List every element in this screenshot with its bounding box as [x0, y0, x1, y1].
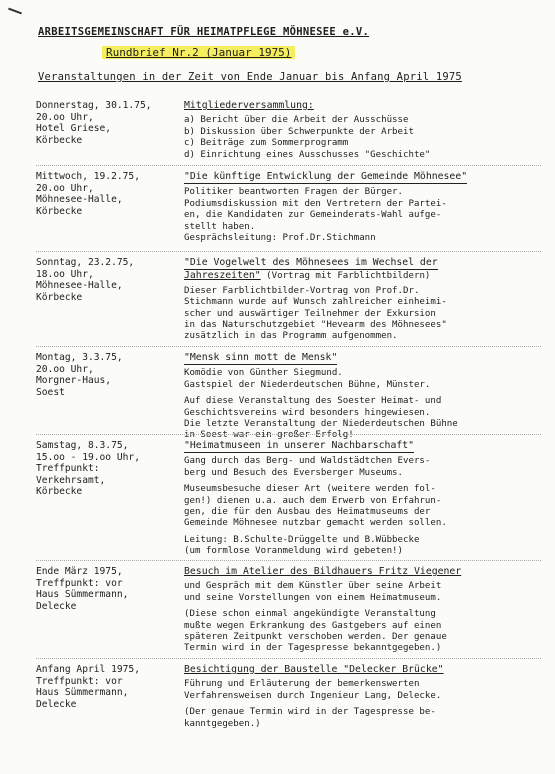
newsletter-title: Rundbrief Nr.2 (Januar 1975)	[102, 46, 295, 59]
event-info-line: Anfang April 1975,	[36, 664, 140, 675]
event-info-line: 20.oo Uhr,	[36, 111, 94, 123]
event-title: "Die künftige Entwicklung der Gemeinde Möhnesee"	[184, 171, 467, 184]
event-description-line: Gastspiel der Niederdeutschen Bühne, Münster.	[184, 379, 431, 390]
event-description-line: (Der genaue Termin wird in der Tagespresse be-	[184, 707, 436, 718]
event-info-line: Mittwoch, 19.2.75,	[36, 171, 140, 182]
event-description-line: Geschichtsvereins wird besonders hingewiesen.	[184, 407, 431, 418]
event-info-line: Delecke	[36, 698, 77, 710]
event-description-line: b) Diskussion über Schwerpunkte der Arbeit	[184, 126, 414, 137]
event-description-line: Stichmann wurde auf Wunsch zahlreicher einheimi-	[184, 297, 447, 308]
event-info-line: Montag, 3.3.75,	[36, 352, 123, 363]
event-description-line: zusätzlich in das Programm aufgenommen.	[184, 331, 398, 342]
event-description-line: und Gespräch mit dem Künstler über seine Arbeit	[184, 581, 442, 592]
event-details	[184, 440, 540, 558]
event-info-line: Samstag, 8.3.75,	[36, 440, 129, 451]
event-description-line: Museumsbesuche dieser Art (weitere werden fol-	[184, 484, 436, 495]
event-description-line: a) Bericht über die Arbeit der Ausschüsse	[184, 115, 409, 126]
event-info-line: Haus Sümmermann,	[36, 687, 129, 698]
event-description-line: Leitung: B.Schulte-Drüggelte und B.Wübbecke	[184, 534, 420, 545]
event-info-line: Sonntag, 23.2.75,	[36, 257, 135, 268]
event-title: Besichtigung der Baustelle "Delecker Brücke"	[184, 664, 444, 675]
event-info-line: 15.oo - 19.oo Uhr,	[36, 451, 140, 463]
event-info-line: Möhnesee-Halle,	[36, 194, 123, 205]
event-info-line: 18.oo Uhr,	[36, 268, 94, 280]
event-description-line: scher und auswärtiger Teilnehmer der Exkursion	[184, 308, 436, 319]
event-when-where	[36, 664, 181, 710]
event-description-line: en, die Kandidaten zur Gemeinderats-Wahl aufge-	[184, 210, 442, 221]
event-separator	[36, 434, 541, 435]
event-description-line: c) Beiträge zum Sommerprogramm	[184, 138, 349, 149]
event-info-line: Möhnesee-Halle,	[36, 280, 123, 291]
event-title: "Die Vogelwelt des Möhnesees im Wechsel der	[184, 257, 438, 270]
association-name: ARBEITSGEMEINSCHAFT FÜR HEIMATPFLEGE MÖHNESEE e.V.	[38, 26, 370, 38]
event-info-line: Treffpunkt: vor	[36, 675, 123, 687]
event-separator	[36, 165, 541, 166]
event-description-line: Komödie von Günther Siegmund.	[184, 368, 343, 379]
event-description-line: Die letzte Veranstaltung der Niederdeutschen Bühne	[184, 419, 458, 430]
event-info-line: Delecke	[36, 600, 77, 612]
event-description-line: gen, die für den Ausbau des Heimatmuseums der	[184, 507, 431, 518]
pen-mark	[8, 8, 22, 15]
event-info-line: Soest	[36, 386, 65, 398]
event-when-where	[36, 257, 181, 303]
event-info-line: Körbecke	[36, 291, 83, 303]
event-description-line: späteren Zeitpunkt verschoben werden. Der genaue	[184, 632, 447, 643]
event-details	[184, 100, 540, 161]
event-info-line: Haus Sümmermann,	[36, 589, 129, 600]
event-description-line: (um formlose Voranmeldung wird gebeten!)	[184, 546, 403, 557]
event-info-line: Treffpunkt: vor	[36, 577, 123, 589]
event-details	[184, 566, 540, 655]
event-description-line: gen!) dienen u.a. auch dem Erwerb von Erfahrun-	[184, 495, 442, 506]
event-description-line: Dieser Farblichtbilder-Vortrag von Prof.Dr.	[184, 285, 420, 296]
event-separator	[36, 346, 541, 347]
event-when-where	[36, 171, 181, 217]
event-description-line: und seine Vorstellungen von einem Heimatmuseum.	[184, 592, 442, 603]
event-details	[184, 664, 540, 730]
event-when-where	[36, 100, 181, 146]
event-description-line: berg und Besuch des Eversberger Museums.	[184, 467, 403, 478]
event-description-line: stellt haben.	[184, 221, 256, 232]
event-info-line: Donnerstag, 30.1.75,	[36, 100, 152, 111]
event-separator	[36, 251, 541, 252]
event-info-line: Körbecke	[36, 134, 83, 146]
event-info-line: Treffpunkt:	[36, 463, 100, 474]
event-info-line: Ende März 1975,	[36, 566, 123, 577]
event-description-line: Verfahrensweisen durch Ingenieur Lang, Delecke.	[184, 690, 442, 701]
event-title-continued: Jahreszeiten"	[184, 270, 261, 282]
event-when-where	[36, 352, 181, 398]
event-info-line: Körbecke	[36, 205, 83, 217]
event-description-line: Podiumsdiskussion mit den Vertretern der Partei-	[184, 198, 447, 209]
event-title: Besuch im Atelier des Bildhauers Fritz Viegener	[184, 566, 462, 577]
event-title: "Heimatmuseen in unserer Nachbarschaft"	[184, 440, 414, 453]
event-description-line: Auf diese Veranstaltung des Soester Heimat- und	[184, 396, 442, 407]
event-description-line: kanntgegeben.)	[184, 718, 261, 729]
event-description-line: Termin wird in der Tagespresse bekanntgegeben.)	[184, 643, 442, 654]
event-description-line: Führung und Erläuterung der bemerkenswerten	[184, 679, 420, 690]
event-title: Mitgliederversammlung:	[184, 100, 314, 111]
event-when-where	[36, 566, 181, 612]
event-description-line: d) Einrichtung eines Ausschusses "Geschichte"	[184, 149, 431, 160]
event-details	[184, 352, 540, 442]
event-title-note: (Vortrag mit Farblichtbildern)	[260, 271, 431, 282]
event-info-line: 20.oo Uhr,	[36, 182, 94, 194]
event-info-line: 20.oo Uhr,	[36, 363, 94, 375]
event-description-line: in das Naturschutzgebiet "Hevearm des Möhnesees"	[184, 320, 447, 331]
event-description-line: in Soest war ein großer Erfolg!	[184, 430, 354, 441]
event-description-line: Gesprächsleitung: Prof.Dr.Stichmann	[184, 233, 376, 244]
event-details	[184, 171, 540, 244]
event-separator	[36, 560, 541, 561]
events-period-heading: Veranstaltungen in der Zeit von Ende Januar bis Anfang April 1975	[38, 71, 462, 83]
event-title: "Mensk sinn mott de Mensk"	[184, 352, 337, 365]
event-info-line: Verkehrsamt,	[36, 474, 106, 486]
event-separator	[36, 658, 541, 659]
event-description-line: Politiker beantworten Fragen der Bürger.	[184, 187, 403, 198]
event-description-line: mußte wegen Erkrankung des Gastgebers auf einen	[184, 620, 442, 631]
event-info-line: Körbecke	[36, 486, 83, 497]
event-info-line: Hotel Griese,	[36, 123, 112, 134]
event-description-line: Gemeinde Möhnesee nutzbar gemacht werden sollen.	[184, 518, 447, 529]
event-when-where	[36, 440, 181, 498]
event-info-line: Morgner-Haus,	[36, 375, 112, 386]
event-description-line: Gang durch das Berg- und Waldstädtchen Evers-	[184, 456, 431, 467]
event-description-line: (Diese schon einmal angekündigte Veranstaltung	[184, 609, 436, 620]
event-details	[184, 257, 540, 343]
